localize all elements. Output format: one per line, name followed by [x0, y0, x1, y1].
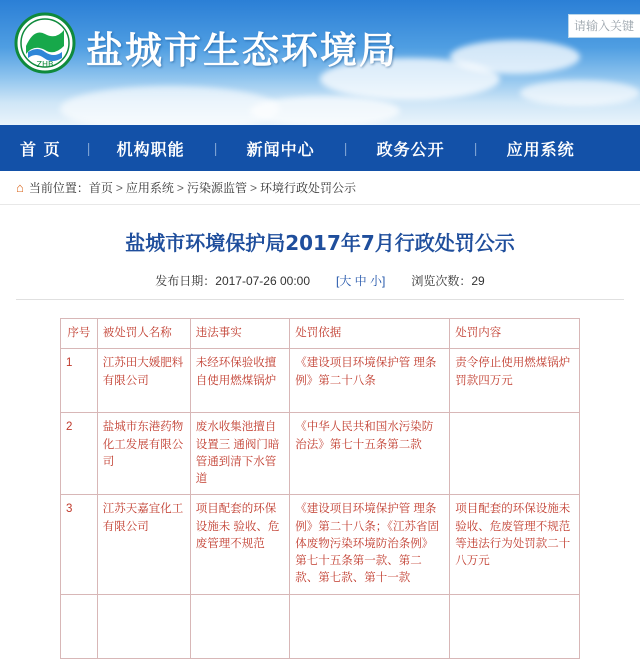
table-header-row	[61, 319, 580, 349]
cell-fact: 未经环保验收擅自使用燃煤锅炉	[190, 349, 289, 413]
column-header-basis: 处罚依据	[290, 319, 450, 349]
cell-basis: 《中华人民共和国水污染防治法》第七十五条第二款	[290, 413, 450, 495]
article-body	[0, 227, 640, 659]
cloud-decoration	[520, 80, 640, 106]
font-size-switcher[interactable]: [大 中 小]	[336, 274, 386, 288]
column-header-name: 被处罚人名称	[97, 319, 190, 349]
view-count	[411, 272, 484, 289]
column-header-index: 序号	[61, 319, 98, 349]
cell-index	[61, 594, 98, 658]
cell-name: 江苏天嘉宜化工有限公司	[97, 495, 190, 594]
publish-date-label: 发布日期：	[155, 274, 216, 288]
cell-content	[450, 594, 580, 658]
penalty-table	[60, 318, 580, 659]
nav-separator: |	[86, 140, 91, 156]
agency-logo[interactable]	[14, 12, 76, 74]
nav-item-functions[interactable]: 机构职能	[116, 139, 185, 159]
cell-name	[97, 594, 190, 658]
breadcrumb-label: 当前位置：	[28, 181, 89, 195]
nav-separator: |	[343, 140, 348, 156]
cell-fact: 废水收集池擅自设置三 通阀门暗管通到清下水管道	[190, 413, 289, 495]
cell-index: 2	[61, 413, 98, 495]
cell-content	[450, 413, 580, 495]
cell-content: 项目配套的环保设施未 验收、危废管理不规范等违法行为处罚款二十八万元	[450, 495, 580, 594]
nav-item-home[interactable]: 首 页	[20, 139, 61, 159]
cell-basis: 《建设项目环境保护管 理条例》第二十八条；《江苏省固体废物污染环境防治条例》第七十五条第一款、第二款、第七款、第十一款	[290, 495, 450, 594]
site-banner	[0, 0, 640, 125]
breadcrumb-item-pollution-supervision[interactable]: 污染源监管	[186, 181, 247, 195]
cell-basis	[290, 594, 450, 658]
column-header-fact: 违法事实	[190, 319, 289, 349]
breadcrumb-item-applications[interactable]: 应用系统	[125, 181, 174, 195]
nav-item-applications[interactable]: 应用系统	[506, 139, 575, 159]
breadcrumb	[0, 171, 640, 205]
publish-date	[155, 272, 310, 289]
view-count-label: 浏览次数：	[411, 274, 472, 288]
breadcrumb-item-penalty-disclosure[interactable]: 环境行政处罚公示	[259, 181, 356, 195]
cell-fact: 项目配套的环保设施未 验收、危废管理不规范	[190, 495, 289, 594]
svg-text:ZHB: ZHB	[36, 60, 54, 69]
cell-name: 江苏田大媛肥料有限公司	[97, 349, 190, 413]
nav-separator: |	[213, 140, 218, 156]
breadcrumb-arrow: >	[176, 180, 184, 195]
nav-separator: |	[473, 140, 478, 156]
table-row	[61, 594, 580, 658]
cell-name: 盐城市东港药物化工发展有限公司	[97, 413, 190, 495]
site-title: 盐城市生态环境局	[86, 29, 398, 72]
page-title: 盐城市环境保护局2017年7月行政处罚公示	[125, 231, 515, 255]
breadcrumb-item-home[interactable]: 首页	[88, 181, 113, 195]
column-header-content: 处罚内容	[450, 319, 580, 349]
main-navigation	[0, 125, 640, 171]
search-input[interactable]: 请输入关键	[568, 14, 640, 38]
publish-date-value: 2017-07-26 00:00	[215, 274, 311, 288]
home-icon[interactable]: ⌂	[16, 180, 24, 195]
cell-basis: 《建设项目环境保护管 理条例》第二十八条	[290, 349, 450, 413]
article-meta	[16, 272, 624, 300]
breadcrumb-arrow: >	[115, 180, 123, 195]
cell-content: 责令停止使用燃煤锅炉 罚款四万元	[450, 349, 580, 413]
table-row	[61, 349, 580, 413]
table-row	[61, 495, 580, 594]
cell-fact	[190, 594, 289, 658]
cloud-decoration	[250, 96, 400, 125]
cloud-decoration	[60, 86, 280, 125]
cell-index: 1	[61, 349, 98, 413]
cell-index: 3	[61, 495, 98, 594]
table-row	[61, 413, 580, 495]
breadcrumb-arrow: >	[249, 180, 257, 195]
cloud-decoration	[450, 40, 580, 74]
view-count-value: 29	[471, 274, 485, 288]
nav-item-affairs[interactable]: 政务公开	[376, 139, 445, 159]
nav-item-news[interactable]: 新闻中心	[246, 139, 315, 159]
